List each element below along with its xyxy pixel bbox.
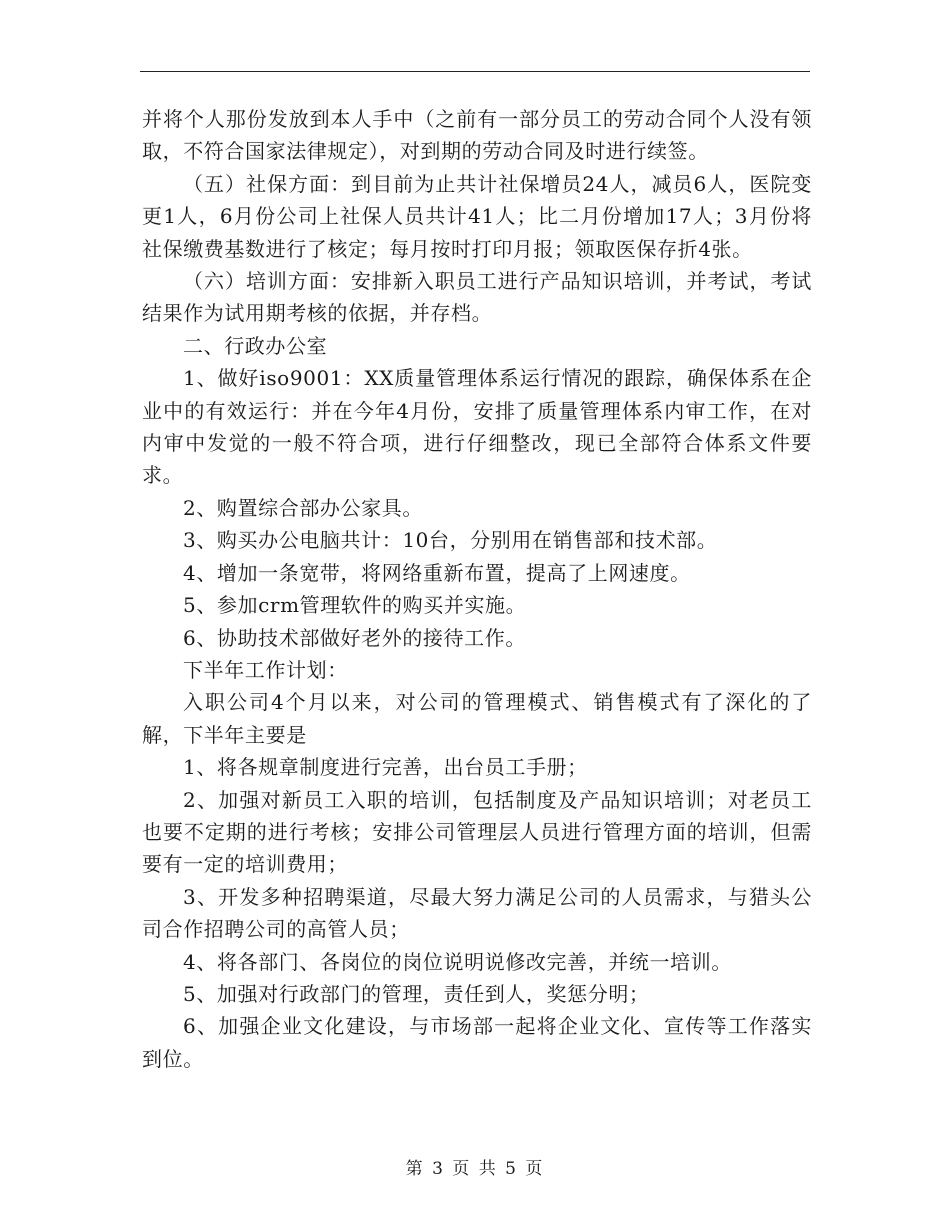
paragraph-training: （六）培训方面：安排新入职员工进行产品知识培训，并考试，考试结果作为试用期考核的依据，并存档。 — [142, 269, 812, 326]
paragraph-plan-4: 4、将各部门、各岗位的岗位说明说修改完善，并统一培训。 — [183, 949, 732, 974]
paragraph-plan-1: 1、将各规章制度进行完善，出台员工手册； — [183, 755, 588, 780]
document-body — [142, 103, 812, 1075]
section-heading-admin-office: 二、行政办公室 — [183, 333, 328, 358]
page-number-footer: 第 3 页 共 5 页 — [405, 1159, 545, 1179]
paragraph-1: 并将个人那份发放到本人手中（之前有一部分员工的劳动合同个人没有领取，不符合国家法律规定），对到期的劳动合同及时进行续签。 — [142, 107, 812, 164]
paragraph-reception: 6、协助技术部做好老外的接待工作。 — [183, 625, 526, 650]
paragraph-plan-intro: 入职公司4个月以来，对公司的管理模式、销售模式有了深化的了解，下半年主要是 — [142, 690, 812, 747]
paragraph-broadband: 4、增加一条宽带，将网络重新布置，提高了上网速度。 — [183, 560, 691, 585]
paragraph-plan-6: 6、加强企业文化建设，与市场部一起将企业文化、宣传等工作落实到位。 — [142, 1014, 812, 1071]
paragraph-crm: 5、参加crm管理软件的购买并实施。 — [183, 593, 527, 618]
paragraph-furniture: 2、购置综合部办公家具。 — [183, 495, 423, 520]
section-heading-h2-plan: 下半年工作计划： — [183, 657, 348, 682]
paragraph-computers: 3、购买办公电脑共计：10台，分别用在销售部和技术部。 — [183, 528, 718, 553]
paragraph-plan-2: 2、加强对新员工入职的培训，包括制度及产品知识培训；对老员工也要不定期的进行考核；安排公司管理层人员进行管理方面的培训，但需要有一定的培训费用； — [142, 787, 812, 877]
paragraph-iso9001: 1、做好iso9001：XX质量管理体系运行情况的跟踪，确保体系在企业中的有效运行：并在今年4月份，安排了质量管理体系内审工作，在对内审中发觉的一般不符合项，进行仔细整改，现已全部符合体系文件要求。 — [142, 366, 812, 488]
paragraph-plan-5: 5、加强对行政部门的管理，责任到人，奖惩分明； — [183, 981, 650, 1006]
header-rule — [140, 71, 810, 72]
paragraph-plan-3: 3、开发多种招聘渠道，尽最大努力满足公司的人员需求，与猎头公司合作招聘公司的高管人员； — [142, 884, 812, 942]
paragraph-social-insurance: （五）社保方面：到目前为止共计社保增员24人，减员6人，医院变更1人，6月份公司上社保人员共计41人；比二月份增加17人；3月份将社保缴费基数进行了核定；每月按时打印月报；领取医保存折4张。 — [142, 171, 812, 261]
